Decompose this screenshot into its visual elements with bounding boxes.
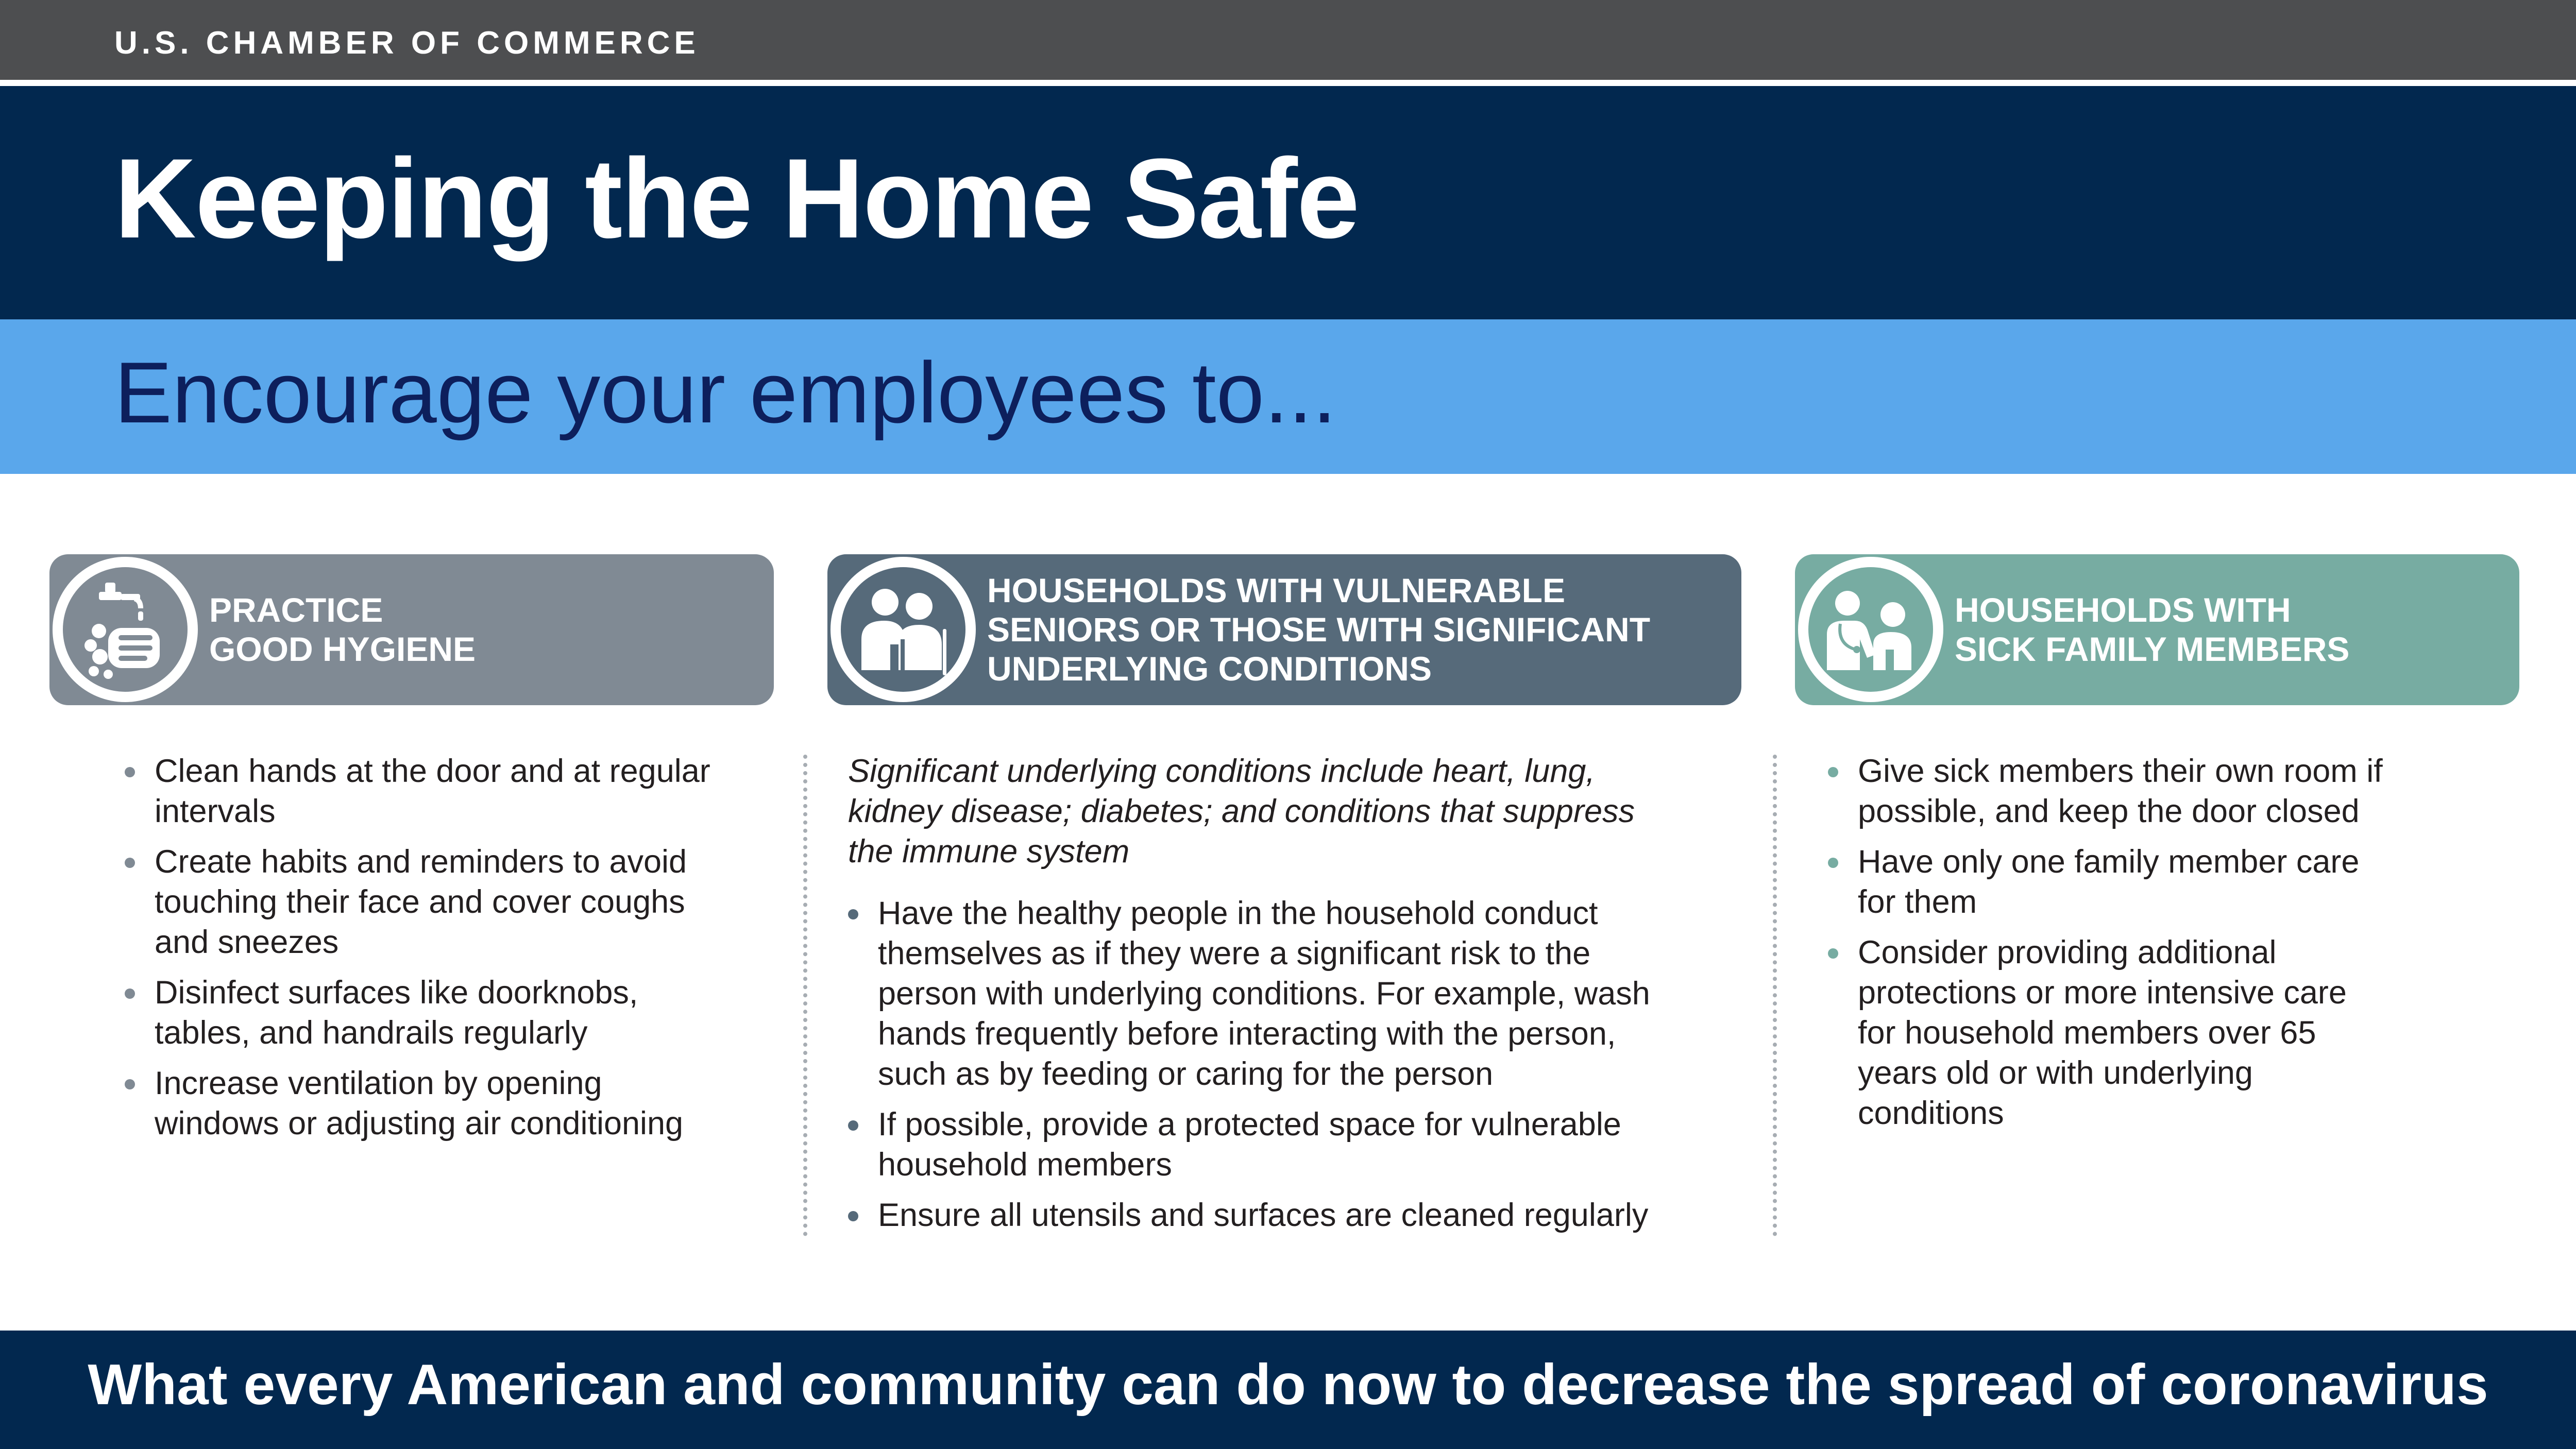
underlying-conditions-note: Significant underlying conditions include heart, lung, kidney disease; diabetes; and conditions that suppress the immune system xyxy=(848,753,1635,870)
list-item: If possible, provide a protected space for vulnerable household members xyxy=(878,1104,1733,1185)
sick-members-icon-circle xyxy=(1798,557,1943,702)
vulnerable-icon-circle xyxy=(831,557,976,702)
list-item: Consider providing additional protections or more intensive care for household members over 65 years old or with underlying conditions xyxy=(1858,932,2528,1133)
list-item: Increase ventilation by opening windows or adjusting air conditioning xyxy=(155,1063,773,1144)
column-separator-1 xyxy=(803,755,807,1236)
hygiene-header-pill xyxy=(49,554,774,705)
vulnerable-header-pill xyxy=(827,554,1741,705)
page-title: Keeping the Home Safe xyxy=(114,135,1359,262)
family-icon xyxy=(841,567,965,692)
sick-members-title: HOUSEHOLDS WITH SICK FAMILY MEMBERS xyxy=(1955,591,2350,668)
list-item: Disinfect surfaces like doorknobs, tables, and handrails regularly xyxy=(155,973,773,1053)
vulnerable-title: HOUSEHOLDS WITH VULNERABLE SENIORS OR THOSE WITH SIGNIFICANT UNDERLYING CONDITIONS xyxy=(987,571,1651,688)
sick-members-header-pill xyxy=(1795,554,2519,705)
top-bar xyxy=(0,0,2576,80)
list-item: Have only one family member care for them xyxy=(1858,842,2528,922)
list-item: Clean hands at the door and at regular intervals xyxy=(155,751,773,831)
hygiene-icon-circle xyxy=(53,557,198,702)
hygiene-list xyxy=(155,751,773,1154)
list-item: Create habits and reminders to avoid touching their face and cover coughs and sneezes xyxy=(155,842,773,962)
doctor-patient-icon xyxy=(1808,567,1933,692)
list-item: Ensure all utensils and surfaces are cleaned regularly xyxy=(878,1195,1733,1235)
organization-name: U.S. CHAMBER OF COMMERCE xyxy=(114,25,700,61)
hand-washing-icon xyxy=(63,567,188,692)
hygiene-title: PRACTICE GOOD HYGIENE xyxy=(209,591,476,668)
footer-tagline: What every American and community can do now to decrease the spread of coronavirus xyxy=(88,1353,2488,1417)
vulnerable-list xyxy=(878,893,1733,1246)
list-item: Give sick members their own room if possible, and keep the door closed xyxy=(1858,751,2528,831)
divider-line xyxy=(0,80,2576,86)
page-subtitle: Encourage your employees to... xyxy=(114,344,1337,441)
column-separator-2 xyxy=(1773,755,1777,1236)
sick-members-list xyxy=(1858,751,2528,1144)
list-item: Have the healthy people in the household conduct themselves as if they were a significant risk to the person with underlying conditions. For example, wash hands frequently before interacting with the person, such as by feeding or caring for the person xyxy=(878,893,1733,1094)
